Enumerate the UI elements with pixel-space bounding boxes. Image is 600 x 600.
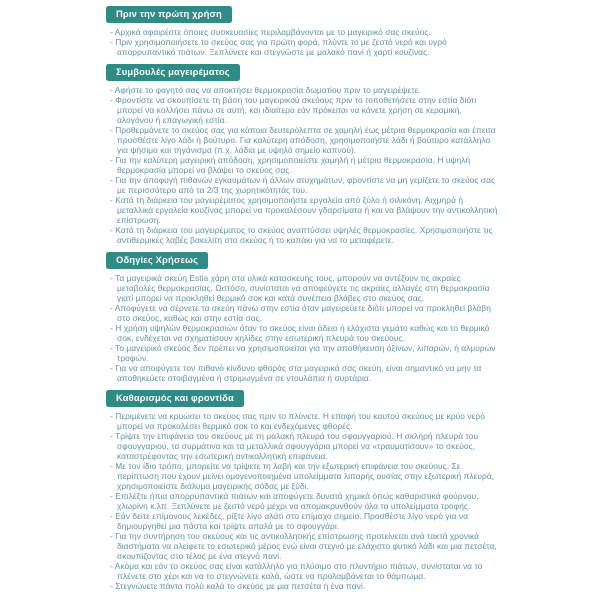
- section-item-list: [106, 273, 499, 383]
- instruction-item: - Περιμένετε να κρυώσει το σκεύος σας πριν το πλύνετε. Η επαφή του καυτού σκεύους με κρύο νερό μπορεί να προκαλέσει θερμικό σοκ το και ενδεχόμενες φθορές.: [110, 411, 499, 431]
- instruction-item: - Κατά τη διάρκεια του μαγειρέματος το σκεύος αναπτύσσει υψηλές θερμοκρασίες. Χρησιμοποιήστε τις αντιθερμικές λαβές βακελίτη στο σκεύος ή το καπάκι για να το μεταφέρετε.: [110, 225, 499, 245]
- instruction-item: - Εάν δείτε επίμονους λεκέδες, ρίξτε λίγο αλάτι στο επίμαχο σημείο. Προσθέστε λίγο νερό για να δημιουργηθεί μια πάστα και τρίψτε απαλά με το σφουγγάρι.: [110, 511, 499, 531]
- instruction-item: - Για την καλύτερη μαγειρική απόδοση, χρησιμοποιείστε χαμηλή ή μέτρια θερμοκρασία. Η υψηλή θερμοκρασία μπορεί να βλάψει το σκεύος σας.: [110, 155, 499, 175]
- section-title: Πριν την πρώτη χρήση: [116, 8, 222, 19]
- instruction-item: - Για την συντήρηση του σκεύους και τις αντικολλητικής επίστρωσης προτείνεται ανά τακτά χρονικά διαστήματα να αλείφετε το εσωτερικό μέρος ενώ είναι στεγνό με ελάχιστο φυτικό λάδι και μια πετσέτα, σκουπίζοντας στο τέλος με ένα στεγνό πανί.: [110, 531, 499, 561]
- section-header-pill: [106, 64, 240, 81]
- instruction-item: - Πριν χρησιμοποιήσετε το σκεύος σας για πρώτη φορά, πλύντε το με ζεστό νερό και υγρό απορρυπαντικό πιάτων. Ξεπλύνετε και στεγνώστε με μαλακό πανί ή χαρτί κουζίνας.: [110, 37, 499, 57]
- instruction-item: - Αρχικά αφαιρέστε όποιες συσκευασίες περιλαμβάνονται με το μαγειρικό σας σκεύος.: [110, 27, 499, 37]
- section-item-list: [106, 27, 499, 57]
- instruction-item: - Τρίψτε την επιφάνεια του σκεύους με τη μαλακή πλευρά του σφουγγαριού. Η σκληρή πλευρά του σφουγγαριού, τα συρμάτινα και τα μεταλλικά σφουγγάρια μπορεί να «τραυματίσουν» το σκεύος, καταστρέφοντας την εσωτερική αντικολλητική επιφάνεια.: [110, 431, 499, 461]
- instruction-item: - Για την αποφυγή πιθανών εγκαυμάτων ή άλλων ατυχημάτων, φροντίστε να μη γεμίζετε το σκεύος σας με περισσότερο από τα 2/3 της χωρητικότητάς του.: [110, 175, 499, 195]
- section-title: Συμβουλές μαγειρέματος: [116, 66, 230, 77]
- instruction-section-0: [106, 4, 499, 57]
- instruction-item: - Με τον ίδιο τρόπο, μπορείτε να τρίψετε τη λαβή και την εξωτερική επιφάνεια του σκεύους. Σε περίπτωση που έχουν μείνει ομογενοποιημένα υπολείμματα λιπαρής ουσίας στην εξωτερική πλευρά, χρησιμοποιείστε διάλυμα μαγειρικής σόδας με ξύδι.: [110, 461, 499, 491]
- instruction-item: - Κατά τη διάρκεια του μαγειρέματος χρησιμοποιήστε εργαλεία από ξύλο ή σιλικόνη. Αιχμηρά ή μεταλλικά εργαλεία κουζίνας μπορεί να προκαλέσουν γδαρσίματα ή και να βλάψουν την αντικολλητική επίστρωση.: [110, 195, 499, 225]
- instruction-item: - Επιλέξτε ήπια απορρυπαντικά πιάτων και αποφύγετε δυνατά χημικά όπως καθαριστικά φούρνου, χλωρίνη κ.λπ. Ξεπλύνετε με ζεστό νερό μέχρι να απομακρυνθούν όλα τα υπολείμματα τροφής.: [110, 491, 499, 511]
- section-item-list: [106, 85, 499, 245]
- instruction-item: - Τα μαγειρικά σκεύη Estia χάρη στα υλικά κατασκευής τους, μπορούν να αντέξουν τις ακραίες μεταβολές θερμοκρασίας. Ωστόσο, συνίσταται να αποφεύγετε τις ακραίες αλλαγές στη θερμοκρασία γιατί μπορεί να προκληθεί θερμικό σοκ και κατά συνέπεια βλάβες στο σκεύος σας.: [110, 273, 499, 303]
- instruction-item: - Αποφύγετε να σέρνετε τα σκεύη πάνω στην εστία όταν μαγειρεύετε διότι μπορεί να προκληθεί βλάβη στο σκεύος, καθώς και στην εστία σας.: [110, 303, 499, 323]
- instruction-section-2: [106, 250, 499, 383]
- section-title: Καθαρισμός και φροντίδα: [116, 392, 234, 403]
- instruction-item: - Αφήστε το φαγητό σας να αποκτήσει θερμοκρασία δωματίου πριν το μαγειρέψετε.: [110, 85, 499, 95]
- instruction-item: - Προθερμάνετε το σκεύος σας για κάποια δευτερόλεπτα σε χαμηλή έως μέτρια θερμοκρασία και έπειτα προσθέστε λίγο λάδι ή βούτυρο. Για καλύτερη απόδοση, χρησιμοποιήστε λάδι ή βούτυρο κατάλληλο για ψήσιμο και τηγάνισμα (π.χ. λάδια με υψηλό σημείο καπνού).: [110, 125, 499, 155]
- section-header-pill: [106, 6, 232, 23]
- section-header-pill: [106, 252, 208, 269]
- instruction-item: - Η χρήση υψηλών θερμοκρασιών όταν το σκεύος είναι άδειο ή ελάχιστα γεμάτο καθώς και το θερμικό σοκ, ενδέχεται να σχηματίσουν κηλίδες στην εσωτερική πλευρά του σκεύους.: [110, 323, 499, 343]
- instruction-item: - Το μαγειρικό σκεύος δεν πρέπει να χρησιμοποιείται για την αποθήκευση όξινων, λιπαρών, ή αλμυρών τροφών.: [110, 343, 499, 363]
- instruction-section-3: [106, 388, 499, 591]
- section-title: Οδηγίες Χρήσεως: [116, 254, 199, 265]
- section-item-list: [106, 411, 499, 591]
- instruction-item: - Φροντίστε να σκουπίσετε τη βάση του μαγειρικού σκεύους πριν το τοποθετήσετε στην εστία διότι μπορεί να κολλήσει πάνω σε αυτή, και ιδιαίτερα εάν πρόκειται να κάνετε χρήση σε κεραμική, αλογόνου ή επαγωγική εστία.: [110, 95, 499, 125]
- instruction-item: - Για να αποφύγετε τον πιθανό κίνδυνο φθοράς στα μαγειρικά σας σκεύη, είναι σημαντικό να μην τα αποθηκεύετε στοιβαγμένα ή στριμωγμένα σε ντουλάπια ή συρτάρια.: [110, 363, 499, 383]
- instruction-item: - Ακόμα και εάν το σκεύος σας είναι κατάλληλο για πλύσιμο στο πλυντήριο πιάτων, συνίσταται να το πλένετε στο χέρι και να το στεγνώνετε καλά, ώστε να προλαμβάνεται το θάμπωμα.: [110, 561, 499, 581]
- instruction-section-1: [106, 62, 499, 245]
- sections-container: [106, 4, 499, 596]
- section-header-pill: [106, 390, 244, 407]
- instruction-item: - Στεγνώνετε πάντα πολύ καλά το σκεύος με μια πετσέτα ή ένα πανί.: [110, 581, 499, 591]
